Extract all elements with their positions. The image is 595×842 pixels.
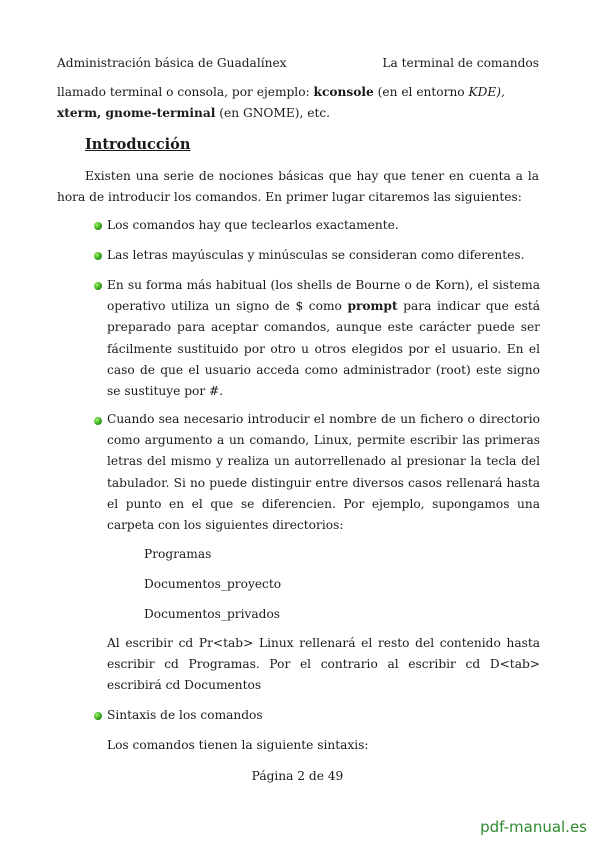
bullet-icon <box>94 417 102 425</box>
bullet-5: Sintaxis de los comandos <box>107 708 263 722</box>
watermark: pdf-manual.es <box>480 818 587 836</box>
intro-text-1: llamado terminal o consola, por ejemplo: <box>57 85 314 99</box>
bullet-icon <box>94 222 102 230</box>
header-right: La terminal de comandos <box>382 56 539 70</box>
intro-kconsole: kconsole <box>313 85 374 99</box>
bullet-3 <box>107 275 540 402</box>
intro-xterm-gnome: xterm, gnome-terminal <box>57 106 216 120</box>
bullet-icon <box>94 252 102 260</box>
dir-item: Programas <box>144 547 212 561</box>
bullet-icon <box>94 282 102 290</box>
header-left: Administración básica de Guadalínex <box>57 56 287 70</box>
intro-notions-paragraph: Existen una serie de nociones básicas que hay que tener en cuenta a la hora de introducir los comandos. En primer lugar citaremos las siguientes: <box>57 169 539 204</box>
bullet-icon <box>94 712 102 720</box>
bullet-3-text-2: para indicar que está preparado para aceptar comandos, aunque este carácter puede ser fácilmente sustituido por otro u otros elegidos por el usuario. En el caso de que el usuario acceda como administrador (root) este signo se sustituye por #. <box>107 299 541 399</box>
bullet-4: Cuando sea necesario introducir el nombre de un fichero o directorio como argumento a un comando, Linux, permite escribir las primeras letras del mismo y realiza un autorrellenado al presionar la tecla del tabulador. Si no puede distinguir entre diversos casos rellenará hasta el punto en el que se diferencien. Por ejemplo, supongamos una carpeta con los siguientes directorios: <box>107 412 540 533</box>
syntax-paragraph: Los comandos tienen la siguiente sintaxis: <box>107 738 369 752</box>
intro-kde: KDE), <box>468 85 505 99</box>
bullet-1: Los comandos hay que teclearlos exactamente. <box>107 218 399 232</box>
dir-item: Documentos_privados <box>144 607 281 621</box>
bullet-2: Las letras mayúsculas y minúsculas se consideran como diferentes. <box>107 248 525 262</box>
bullet-3-text-1: En su forma más habitual (los shells de Bourne o de Korn), el sistema operativo utiliza un signo de $ como <box>107 278 540 314</box>
intro-text-2: (en el entorno <box>373 85 469 99</box>
tab-completion-paragraph: Al escribir cd Pr<tab> Linux rellenará el resto del contenido hasta escribir cd Programas. Por el contrario al escribir cd D<tab> escribirá cd Documentos <box>107 636 540 693</box>
dir-item: Documentos_proyecto <box>144 577 282 591</box>
bullet-3-prompt: prompt <box>347 299 398 314</box>
intro-paragraph <box>57 82 539 124</box>
page-number: Página 2 de 49 <box>251 769 344 783</box>
section-heading: Introducción <box>85 136 191 153</box>
intro-text-3: (en GNOME), etc. <box>215 106 331 120</box>
